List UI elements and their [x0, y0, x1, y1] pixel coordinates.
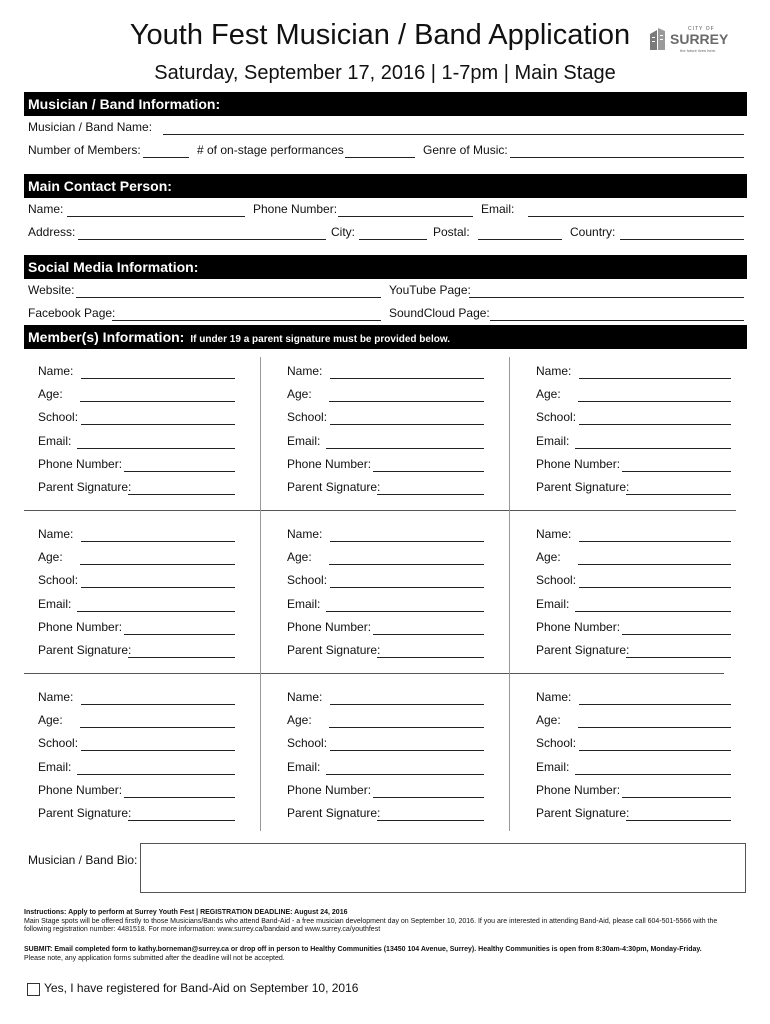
members-label: Number of Members:: [28, 143, 141, 157]
member-field-label: Age:: [287, 550, 312, 565]
member-input-line[interactable]: [579, 541, 731, 542]
member-input-line[interactable]: [81, 541, 235, 542]
member-field-label: Email:: [38, 596, 72, 611]
member-field-label: Phone Number:: [38, 456, 123, 471]
member-input-line[interactable]: [579, 424, 731, 425]
contact-email-label: Email:: [481, 202, 515, 216]
member-field-label: Phone Number:: [536, 782, 621, 797]
contact-email-field[interactable]: [528, 216, 744, 217]
member-field-label: Name:: [287, 527, 323, 541]
address-field[interactable]: [78, 239, 326, 240]
member-field-label: Parent Signature:: [536, 806, 630, 820]
contact-section-header: Main Contact Person:: [24, 174, 747, 198]
instructions-line: Main Stage spots will be offered firstly to those Musicians/Bands who attend Band-Aid - a free musician development day on September 10, 2016. If you are interested in attending Band-Aid, please call 604-501-5566 with the: [24, 918, 718, 925]
member-field-label: Name:: [38, 527, 74, 541]
logo-tagline: the future lives here.: [680, 48, 717, 53]
member-field-label: Age:: [38, 713, 63, 728]
band-aid-checkbox[interactable]: [27, 983, 40, 996]
member-field-label: Name:: [38, 364, 74, 378]
member-field-label: Parent Signature:: [38, 643, 132, 657]
member-input-line[interactable]: [377, 657, 484, 658]
youtube-field[interactable]: [469, 297, 744, 298]
contact-phone-label: Phone Number:: [253, 202, 338, 216]
member-input-line[interactable]: [579, 587, 731, 588]
member-field-label: Phone Number:: [536, 456, 621, 471]
instructions-line: following registration number: 4481518. For more information: www.surrey.ca/bandaid and www.surrey.ca/youthfest: [24, 926, 381, 933]
member-field-label: Phone Number:: [38, 619, 123, 634]
address-label: Address:: [28, 225, 76, 239]
member-field-label: Name:: [536, 527, 572, 541]
bio-field[interactable]: [140, 843, 746, 893]
website-field[interactable]: [76, 297, 381, 298]
member-field-label: Age:: [38, 550, 63, 565]
member-input-line[interactable]: [330, 378, 484, 379]
member-input-line[interactable]: [81, 587, 235, 588]
member-field-label: School:: [287, 736, 328, 751]
member-input-line[interactable]: [373, 634, 484, 635]
band-aid-checkbox-label: Yes, I have registered for Band-Aid on September 10, 2016: [44, 981, 359, 995]
member-input-line[interactable]: [128, 494, 235, 495]
member-field-label: School:: [536, 410, 577, 425]
member-field-label: Email:: [287, 433, 321, 448]
surrey-logo: [650, 26, 728, 56]
member-input-line[interactable]: [622, 634, 731, 635]
member-input-line[interactable]: [626, 657, 731, 658]
website-label: Website:: [28, 283, 75, 297]
member-field-label: School:: [38, 573, 79, 588]
member-input-line[interactable]: [329, 564, 484, 565]
form-title: Youth Fest Musician / Band Application: [129, 19, 631, 51]
member-field-label: School:: [38, 410, 79, 425]
member-input-line[interactable]: [575, 611, 731, 612]
member-field-label: Email:: [38, 759, 72, 774]
member-field-label: Phone Number:: [38, 782, 123, 797]
member-field-label: Age:: [38, 387, 63, 402]
member-input-line[interactable]: [81, 424, 235, 425]
genre-label: Genre of Music:: [423, 143, 508, 157]
facebook-label: Facebook Page:: [28, 306, 116, 320]
member-field-label: Age:: [536, 387, 561, 402]
soundcloud-field[interactable]: [490, 320, 744, 321]
member-field-label: Name:: [536, 364, 572, 378]
member-field-label: Parent Signature:: [287, 480, 381, 494]
city-label: City:: [331, 225, 355, 239]
youtube-label: YouTube Page:: [389, 283, 471, 297]
member-field-label: Phone Number:: [536, 619, 621, 634]
member-input-line[interactable]: [77, 774, 235, 775]
member-field-label: Email:: [536, 759, 570, 774]
members-section-note: If under 19 a parent signature must be provided below.: [190, 334, 451, 345]
member-input-line[interactable]: [330, 704, 484, 705]
performances-label: # of on-stage performances: [197, 143, 344, 157]
member-input-line[interactable]: [373, 471, 484, 472]
member-input-line[interactable]: [578, 564, 731, 565]
member-field-label: Parent Signature:: [287, 643, 381, 657]
member-input-line[interactable]: [575, 448, 731, 449]
member-field-label: Phone Number:: [287, 782, 372, 797]
member-input-line[interactable]: [579, 704, 731, 705]
genre-field[interactable]: [510, 157, 744, 158]
band-section-header: Musician / Band Information:: [24, 92, 747, 116]
member-input-line[interactable]: [575, 774, 731, 775]
member-field-label: Email:: [536, 433, 570, 448]
member-input-line[interactable]: [329, 401, 484, 402]
member-field-label: Parent Signature:: [536, 643, 630, 657]
member-field-label: Name:: [536, 690, 572, 704]
member-input-line[interactable]: [329, 727, 484, 728]
soundcloud-label: SoundCloud Page:: [389, 306, 490, 320]
facebook-field[interactable]: [112, 320, 381, 321]
form-subtitle: Saturday, September 17, 2016 | 1-7pm | Main Stage: [154, 62, 616, 84]
member-input-line[interactable]: [80, 564, 235, 565]
logo-city: CITY OF: [688, 26, 715, 32]
members-section-header: [24, 325, 747, 349]
member-input-line[interactable]: [80, 401, 235, 402]
deadline-note: Please note, any application forms submitted after the deadline will not be accepted.: [24, 955, 285, 962]
member-field-label: Age:: [287, 387, 312, 402]
member-field-label: Name:: [287, 690, 323, 704]
member-field-label: Parent Signature:: [536, 480, 630, 494]
member-input-line[interactable]: [626, 494, 731, 495]
member-input-line[interactable]: [373, 797, 484, 798]
members-section-title: Member(s) Information:: [28, 329, 185, 345]
member-input-line[interactable]: [81, 750, 235, 751]
member-field-label: Parent Signature:: [38, 806, 132, 820]
member-input-line[interactable]: [326, 611, 484, 612]
contact-name-label: Name:: [28, 202, 64, 216]
member-input-line[interactable]: [578, 727, 731, 728]
band-name-label: Musician / Band Name:: [28, 120, 153, 134]
member-field-label: School:: [536, 736, 577, 751]
member-field-label: School:: [38, 736, 79, 751]
member-input-line[interactable]: [77, 448, 235, 449]
building-icon: [650, 28, 666, 50]
member-field-label: Name:: [38, 690, 74, 704]
member-input-line[interactable]: [377, 494, 484, 495]
member-input-line[interactable]: [81, 378, 235, 379]
city-field[interactable]: [359, 239, 427, 240]
member-input-line[interactable]: [578, 401, 731, 402]
member-row-divider: [24, 510, 736, 511]
member-input-line[interactable]: [330, 750, 484, 751]
member-input-line[interactable]: [326, 448, 484, 449]
social-section-header: Social Media Information:: [24, 255, 747, 279]
member-field-label: School:: [287, 573, 328, 588]
contact-name-field[interactable]: [67, 216, 245, 217]
member-column-divider: [260, 357, 261, 831]
member-input-line[interactable]: [622, 797, 731, 798]
submit-instructions: SUBMIT: Email completed form to kathy.borneman@surrey.ca or drop off in person to Healthy Communities (13450 104 Avenue, Surrey). Healthy Communities is open from 8:30am-4:30pm, Monday-Friday.: [24, 946, 702, 953]
member-input-line[interactable]: [124, 797, 235, 798]
instructions-heading: Instructions: Apply to perform at Surrey Youth Fest | REGISTRATION DEADLINE: August 24, 2016: [24, 909, 348, 916]
member-field-label: Age:: [536, 550, 561, 565]
member-input-line[interactable]: [579, 378, 731, 379]
logo-name: SURREY: [670, 31, 729, 47]
member-field-label: Parent Signature:: [38, 480, 132, 494]
member-input-line[interactable]: [377, 820, 484, 821]
member-field-label: Email:: [536, 596, 570, 611]
member-field-label: Age:: [287, 713, 312, 728]
member-input-line[interactable]: [77, 611, 235, 612]
member-field-label: Phone Number:: [287, 619, 372, 634]
member-input-line[interactable]: [622, 471, 731, 472]
performances-field[interactable]: [345, 157, 415, 158]
member-input-line[interactable]: [124, 634, 235, 635]
member-field-label: School:: [536, 573, 577, 588]
member-field-label: Phone Number:: [287, 456, 372, 471]
member-field-label: Email:: [287, 759, 321, 774]
member-input-line[interactable]: [579, 750, 731, 751]
member-field-label: Email:: [38, 433, 72, 448]
member-input-line[interactable]: [124, 471, 235, 472]
member-input-line[interactable]: [330, 587, 484, 588]
postal-label: Postal:: [433, 225, 470, 239]
postal-field[interactable]: [478, 239, 562, 240]
member-field-label: Email:: [287, 596, 321, 611]
contact-phone-field[interactable]: [338, 216, 473, 217]
member-input-line[interactable]: [80, 727, 235, 728]
member-input-line[interactable]: [626, 820, 731, 821]
members-field[interactable]: [143, 157, 189, 158]
member-field-label: Name:: [287, 364, 323, 378]
member-row-divider: [24, 673, 724, 674]
member-field-label: School:: [287, 410, 328, 425]
country-label: Country:: [570, 225, 616, 239]
member-field-label: Age:: [536, 713, 561, 728]
member-column-divider: [509, 357, 510, 831]
member-input-line[interactable]: [330, 541, 484, 542]
member-input-line[interactable]: [128, 820, 235, 821]
member-input-line[interactable]: [128, 657, 235, 658]
member-input-line[interactable]: [330, 424, 484, 425]
member-field-label: Parent Signature:: [287, 806, 381, 820]
member-input-line[interactable]: [326, 774, 484, 775]
bio-label: Musician / Band Bio:: [28, 853, 138, 867]
member-input-line[interactable]: [81, 704, 235, 705]
band-name-field[interactable]: [163, 134, 744, 135]
country-field[interactable]: [620, 239, 744, 240]
